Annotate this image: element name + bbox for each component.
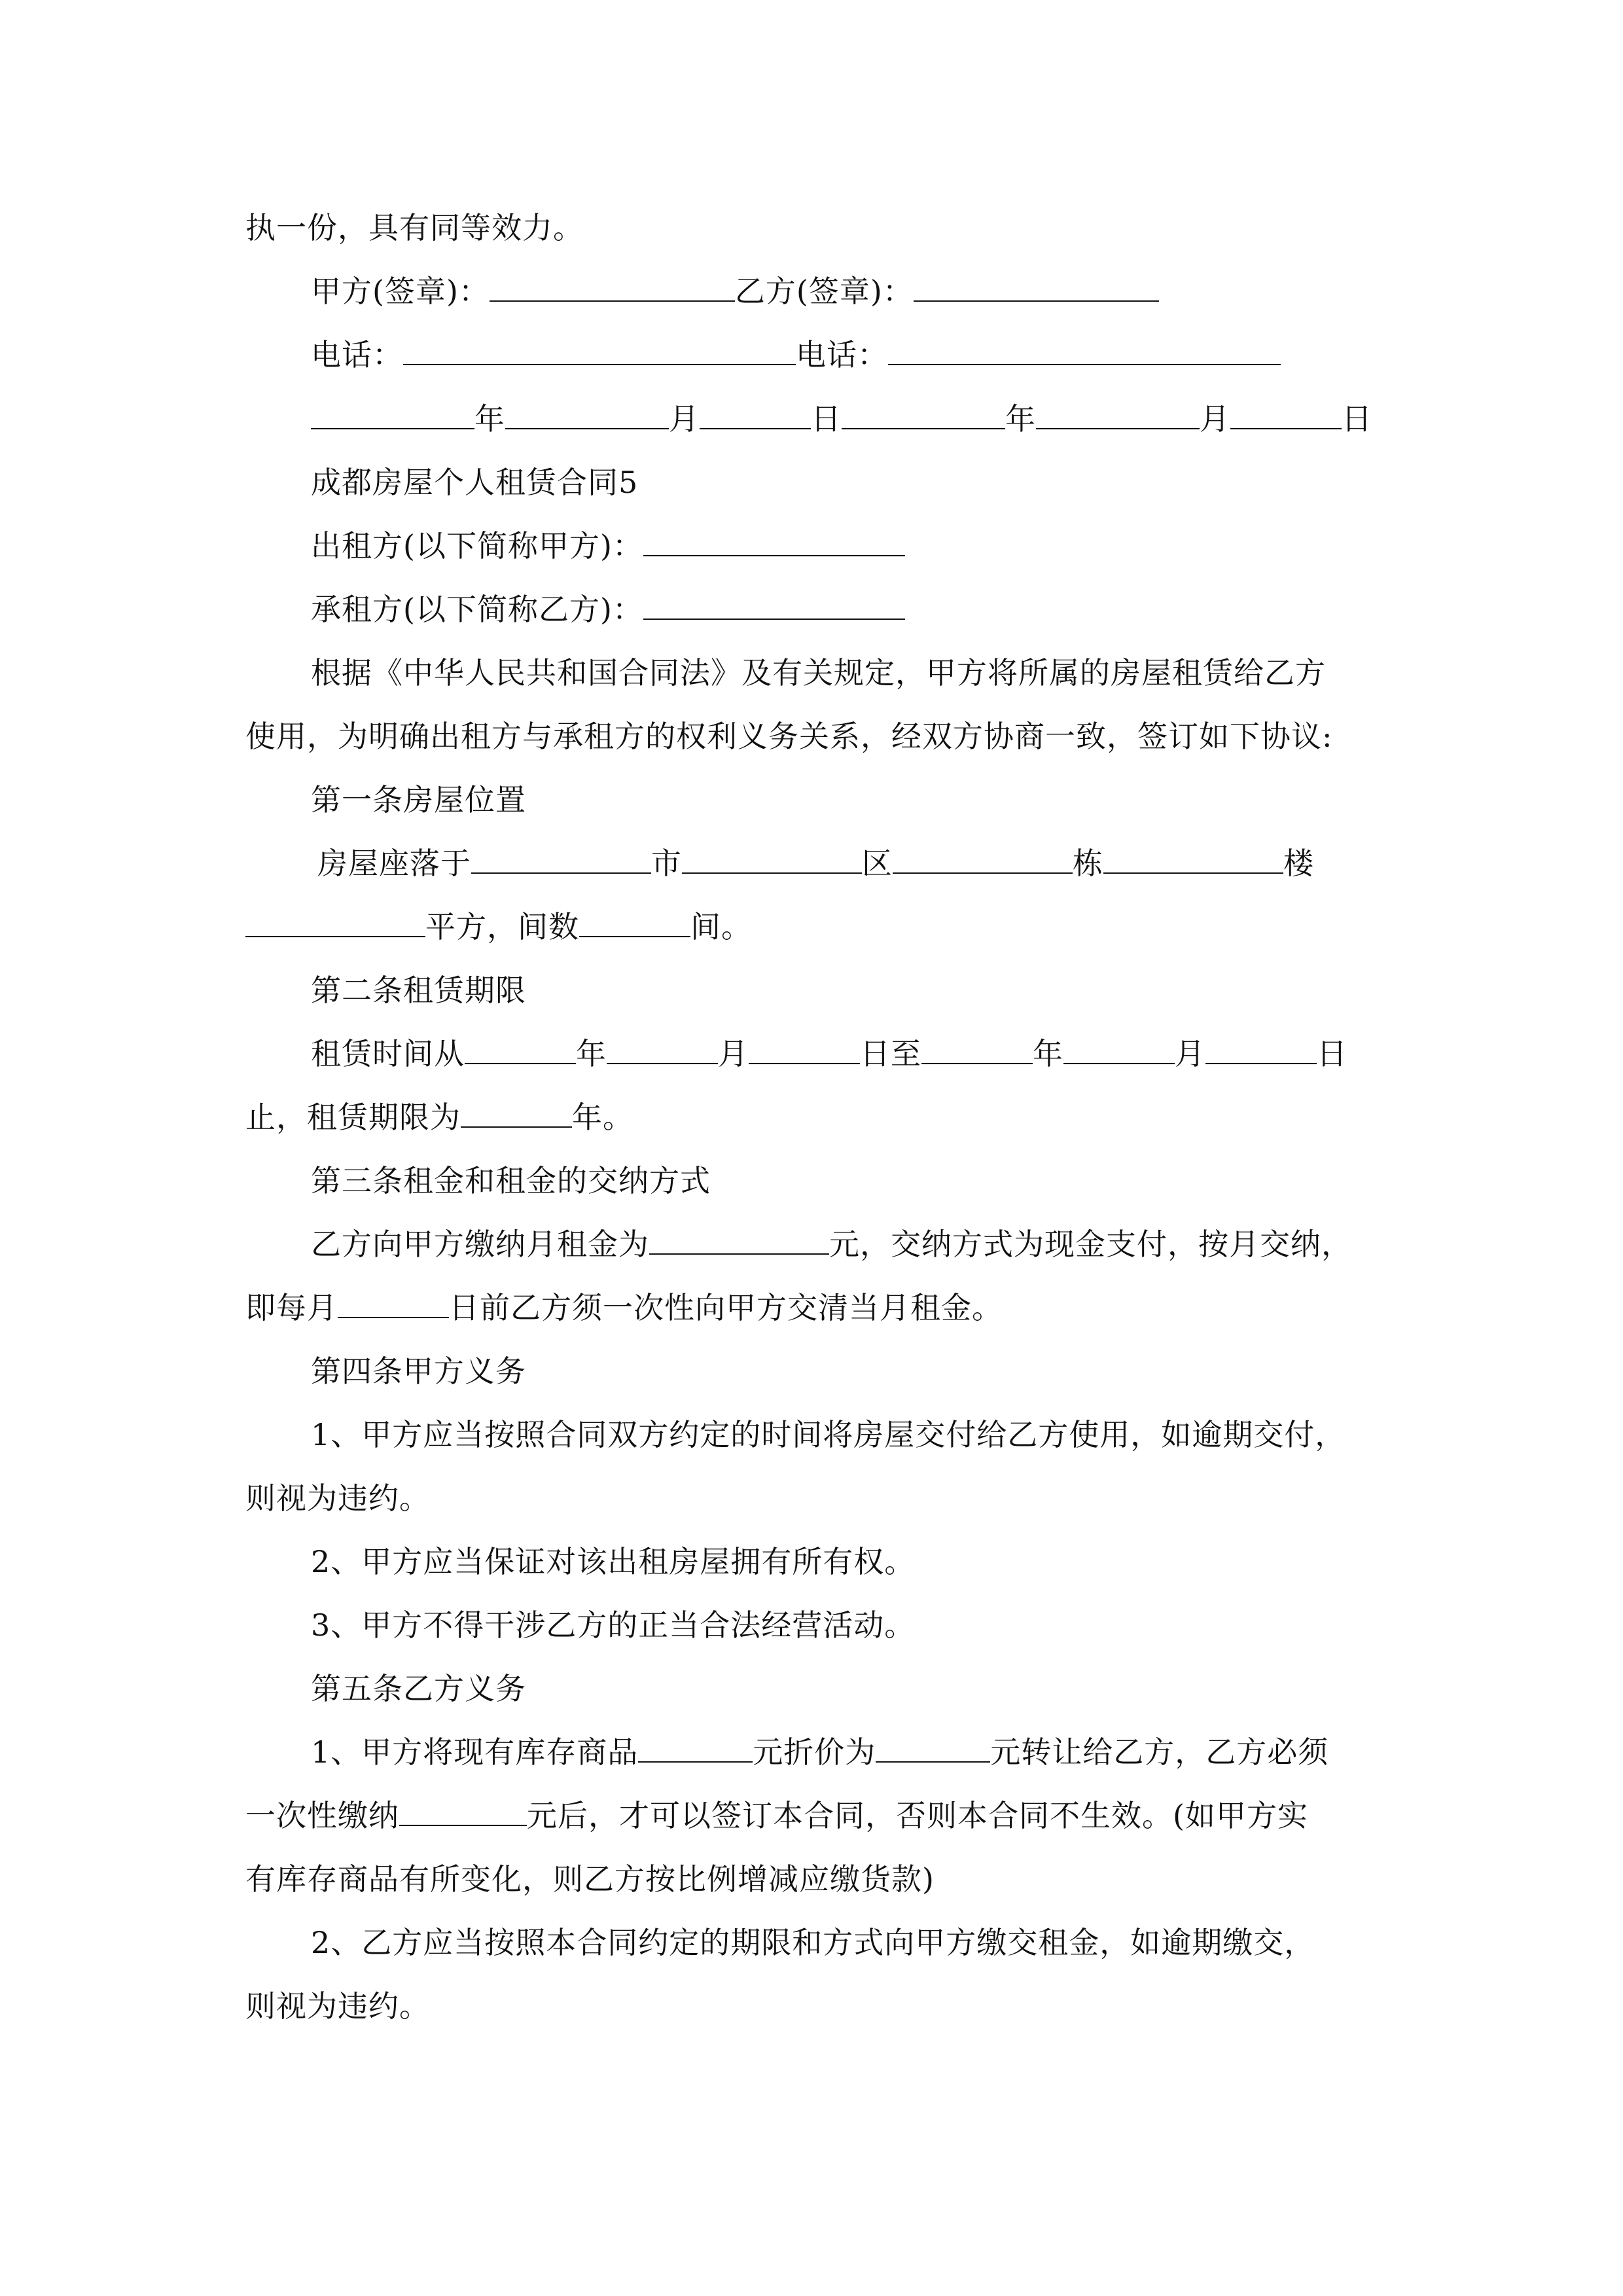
party-a-sign-label: 甲方(签章)： (311, 274, 490, 309)
rent-due-row (245, 1288, 1003, 1327)
date-a-month-field[interactable] (505, 399, 669, 429)
area-row (245, 907, 752, 946)
payment-amount-field[interactable] (399, 1796, 527, 1826)
party-b-sign-field[interactable] (914, 272, 1159, 302)
year-label: 年 (474, 401, 505, 437)
article3-heading: 第三条租金和租金的交纳方式 (311, 1163, 711, 1198)
district-field[interactable] (682, 844, 862, 874)
year-label: 年 (576, 1036, 607, 1071)
term-prefix: 租赁时间从 (311, 1036, 465, 1071)
payment-prefix: 一次性缴纳 (245, 1798, 399, 1833)
end-month-field[interactable] (1063, 1034, 1175, 1064)
article4-item1-line1: 1、甲方应当按照合同双方约定的时间将房屋交付给乙方使用，如逾期交付， (311, 1417, 1346, 1452)
goods-value-field[interactable] (638, 1732, 753, 1763)
article2-heading: 第二条租赁期限 (311, 973, 526, 1008)
day-label: 日 (811, 401, 842, 437)
copies-line: 执一份，具有同等效力。 (245, 210, 584, 245)
lessee-field[interactable] (643, 590, 905, 620)
location-prefix: 房屋座落于 (317, 846, 471, 881)
lessor-field[interactable] (643, 526, 905, 556)
party-a-sign-field[interactable] (490, 272, 735, 302)
building-label: 栋 (1073, 846, 1103, 881)
goods-suffix: 元转让给乙方，乙方必须 (990, 1734, 1329, 1770)
date-b-year-field[interactable] (842, 399, 1005, 429)
article1-heading: 第一条房屋位置 (311, 782, 526, 817)
location-row (317, 844, 1314, 883)
article5-item1-line2 (245, 1796, 1308, 1835)
date-b-day-field[interactable] (1230, 399, 1342, 429)
city-field[interactable] (471, 844, 651, 874)
floor-label: 楼 (1283, 846, 1314, 881)
rooms-label: 间。 (690, 909, 752, 944)
lessor-row (311, 526, 905, 565)
phone-field-b[interactable] (888, 335, 1281, 365)
floor-field[interactable] (1103, 844, 1283, 874)
rent-prefix: 乙方向甲方缴纳月租金为 (311, 1227, 649, 1262)
term-length-row (245, 1098, 633, 1137)
lessor-label: 出租方(以下简称甲方)： (311, 528, 643, 564)
term-row (311, 1034, 1347, 1073)
phone-label-b: 电话： (796, 337, 888, 372)
contract-title: 成都房屋个人租赁合同5 (311, 465, 639, 500)
date-a-year-field[interactable] (311, 399, 474, 429)
article4-heading: 第四条甲方义务 (311, 1354, 526, 1389)
day-label: 日 (1317, 1036, 1347, 1071)
phone-row (311, 335, 1281, 374)
article5-item1-line3: 有库存商品有所变化，则乙方按比例增减应缴货款) (245, 1861, 935, 1897)
term-years-field[interactable] (461, 1098, 572, 1128)
lessee-row (311, 590, 905, 629)
year-label: 年 (1005, 401, 1036, 437)
discount-value-field[interactable] (876, 1732, 990, 1763)
payment-suffix: 元后，才可以签订本合同，否则本合同不生效。(如甲方实 (527, 1798, 1308, 1833)
year-label: 年 (1033, 1036, 1063, 1071)
article4-item2: 2、甲方应当保证对该出租房屋拥有所有权。 (311, 1544, 916, 1579)
month-label: 月 (669, 401, 700, 437)
monthly-rent-field[interactable] (649, 1225, 829, 1255)
rooms-field[interactable] (579, 907, 690, 937)
date-row (311, 399, 1372, 439)
start-year-field[interactable] (465, 1034, 576, 1064)
city-label: 市 (651, 846, 682, 881)
rent-row (311, 1225, 1352, 1264)
lessee-label: 承租方(以下简称乙方)： (311, 592, 643, 627)
building-field[interactable] (893, 844, 1073, 874)
term-length-suffix: 年。 (572, 1100, 633, 1135)
article5-item2-line2: 则视为违约。 (245, 1988, 430, 2024)
day-to-label: 日至 (860, 1036, 921, 1071)
goods-mid: 元折价为 (753, 1734, 876, 1770)
start-day-field[interactable] (749, 1034, 860, 1064)
month-label: 月 (718, 1036, 749, 1071)
party-b-sign-label: 乙方(签章)： (734, 274, 914, 309)
article4-item1-line2: 则视为违约。 (245, 1480, 430, 1516)
start-month-field[interactable] (607, 1034, 718, 1064)
preamble-line-1: 根据《中华人民共和国合同法》及有关规定，甲方将所属的房屋租赁给乙方 (311, 655, 1326, 691)
goods-prefix: 1、甲方将现有库存商品 (311, 1734, 639, 1770)
rent-due-day-field[interactable] (338, 1288, 449, 1318)
term-length-prefix: 止，租赁期限为 (245, 1100, 461, 1135)
rent-suffix: 元，交纳方式为现金支付，按月交纳， (829, 1227, 1352, 1262)
end-year-field[interactable] (921, 1034, 1033, 1064)
end-day-field[interactable] (1205, 1034, 1317, 1064)
rent-due-prefix: 即每月 (245, 1290, 338, 1325)
month-label: 月 (1175, 1036, 1205, 1071)
date-b-month-field[interactable] (1036, 399, 1200, 429)
district-label: 区 (862, 846, 893, 881)
day-label: 日 (1342, 401, 1372, 437)
article5-heading: 第五条乙方义务 (311, 1671, 526, 1706)
month-label: 月 (1200, 401, 1230, 437)
area-field[interactable] (245, 907, 425, 937)
phone-field-a[interactable] (403, 335, 796, 365)
date-a-day-field[interactable] (700, 399, 811, 429)
preamble-line-2: 使用，为明确出租方与承租方的权利义务关系，经双方协商一致，签订如下协议: (245, 719, 1333, 754)
signature-row (311, 272, 1159, 311)
area-label: 平方，间数 (425, 909, 579, 944)
article5-item2-line1: 2、乙方应当按照本合同约定的期限和方式向甲方缴交租金，如逾期缴交， (311, 1925, 1315, 1960)
rent-due-suffix: 日前乙方须一次性向甲方交清当月租金。 (449, 1290, 1003, 1325)
article4-item3: 3、甲方不得干涉乙方的正当合法经营活动。 (311, 1607, 916, 1643)
article5-item1-line1 (311, 1732, 1329, 1772)
phone-label-a: 电话： (311, 337, 403, 372)
